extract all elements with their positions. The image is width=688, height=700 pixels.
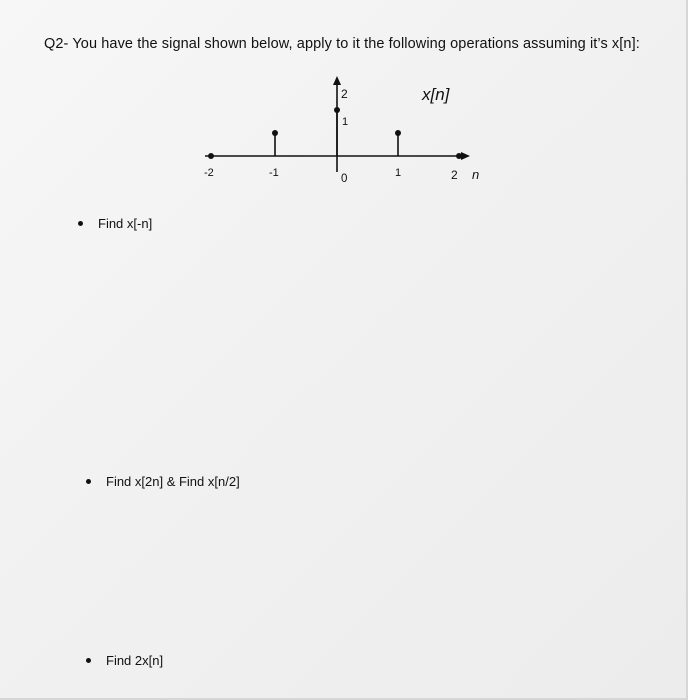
tick-label-n-minus-2: -2 — [204, 167, 214, 179]
n-axis-arrow-icon — [461, 152, 470, 160]
stem-marker — [456, 153, 462, 159]
stem-marker — [208, 153, 214, 159]
signal-label: x[n] — [422, 85, 450, 104]
bullet-icon — [78, 221, 83, 226]
task-item — [86, 653, 163, 668]
tick-label-n-0: 0 — [341, 173, 348, 185]
stem-marker — [334, 107, 340, 113]
task-text: Find 2x[n] — [106, 653, 164, 668]
tick-label-n-2: 2 — [451, 168, 458, 182]
amplitude-axis-arrow-icon — [333, 76, 341, 85]
task-item — [78, 216, 152, 231]
signal-plot — [0, 0, 688, 200]
tick-label-n-minus-1: -1 — [269, 167, 279, 179]
stem-marker — [395, 130, 401, 136]
signal-stems — [208, 107, 462, 159]
axis-variable-label: n — [472, 167, 480, 182]
task-item — [86, 474, 240, 489]
stem-value-label-2: 2 — [341, 87, 348, 101]
tick-label-n-1: 1 — [395, 167, 402, 179]
stem-value-label-1: 1 — [342, 116, 349, 128]
task-text: Find x[2n] & Find x[n/2] — [106, 474, 240, 489]
question-heading: Q2- You have the signal shown below, apply to it the following operations assuming it’s x[n]: — [44, 36, 640, 52]
task-text: Find x[-n] — [98, 216, 153, 231]
bullet-icon — [86, 658, 91, 663]
bullet-icon — [86, 479, 91, 484]
stem-marker — [272, 130, 278, 136]
